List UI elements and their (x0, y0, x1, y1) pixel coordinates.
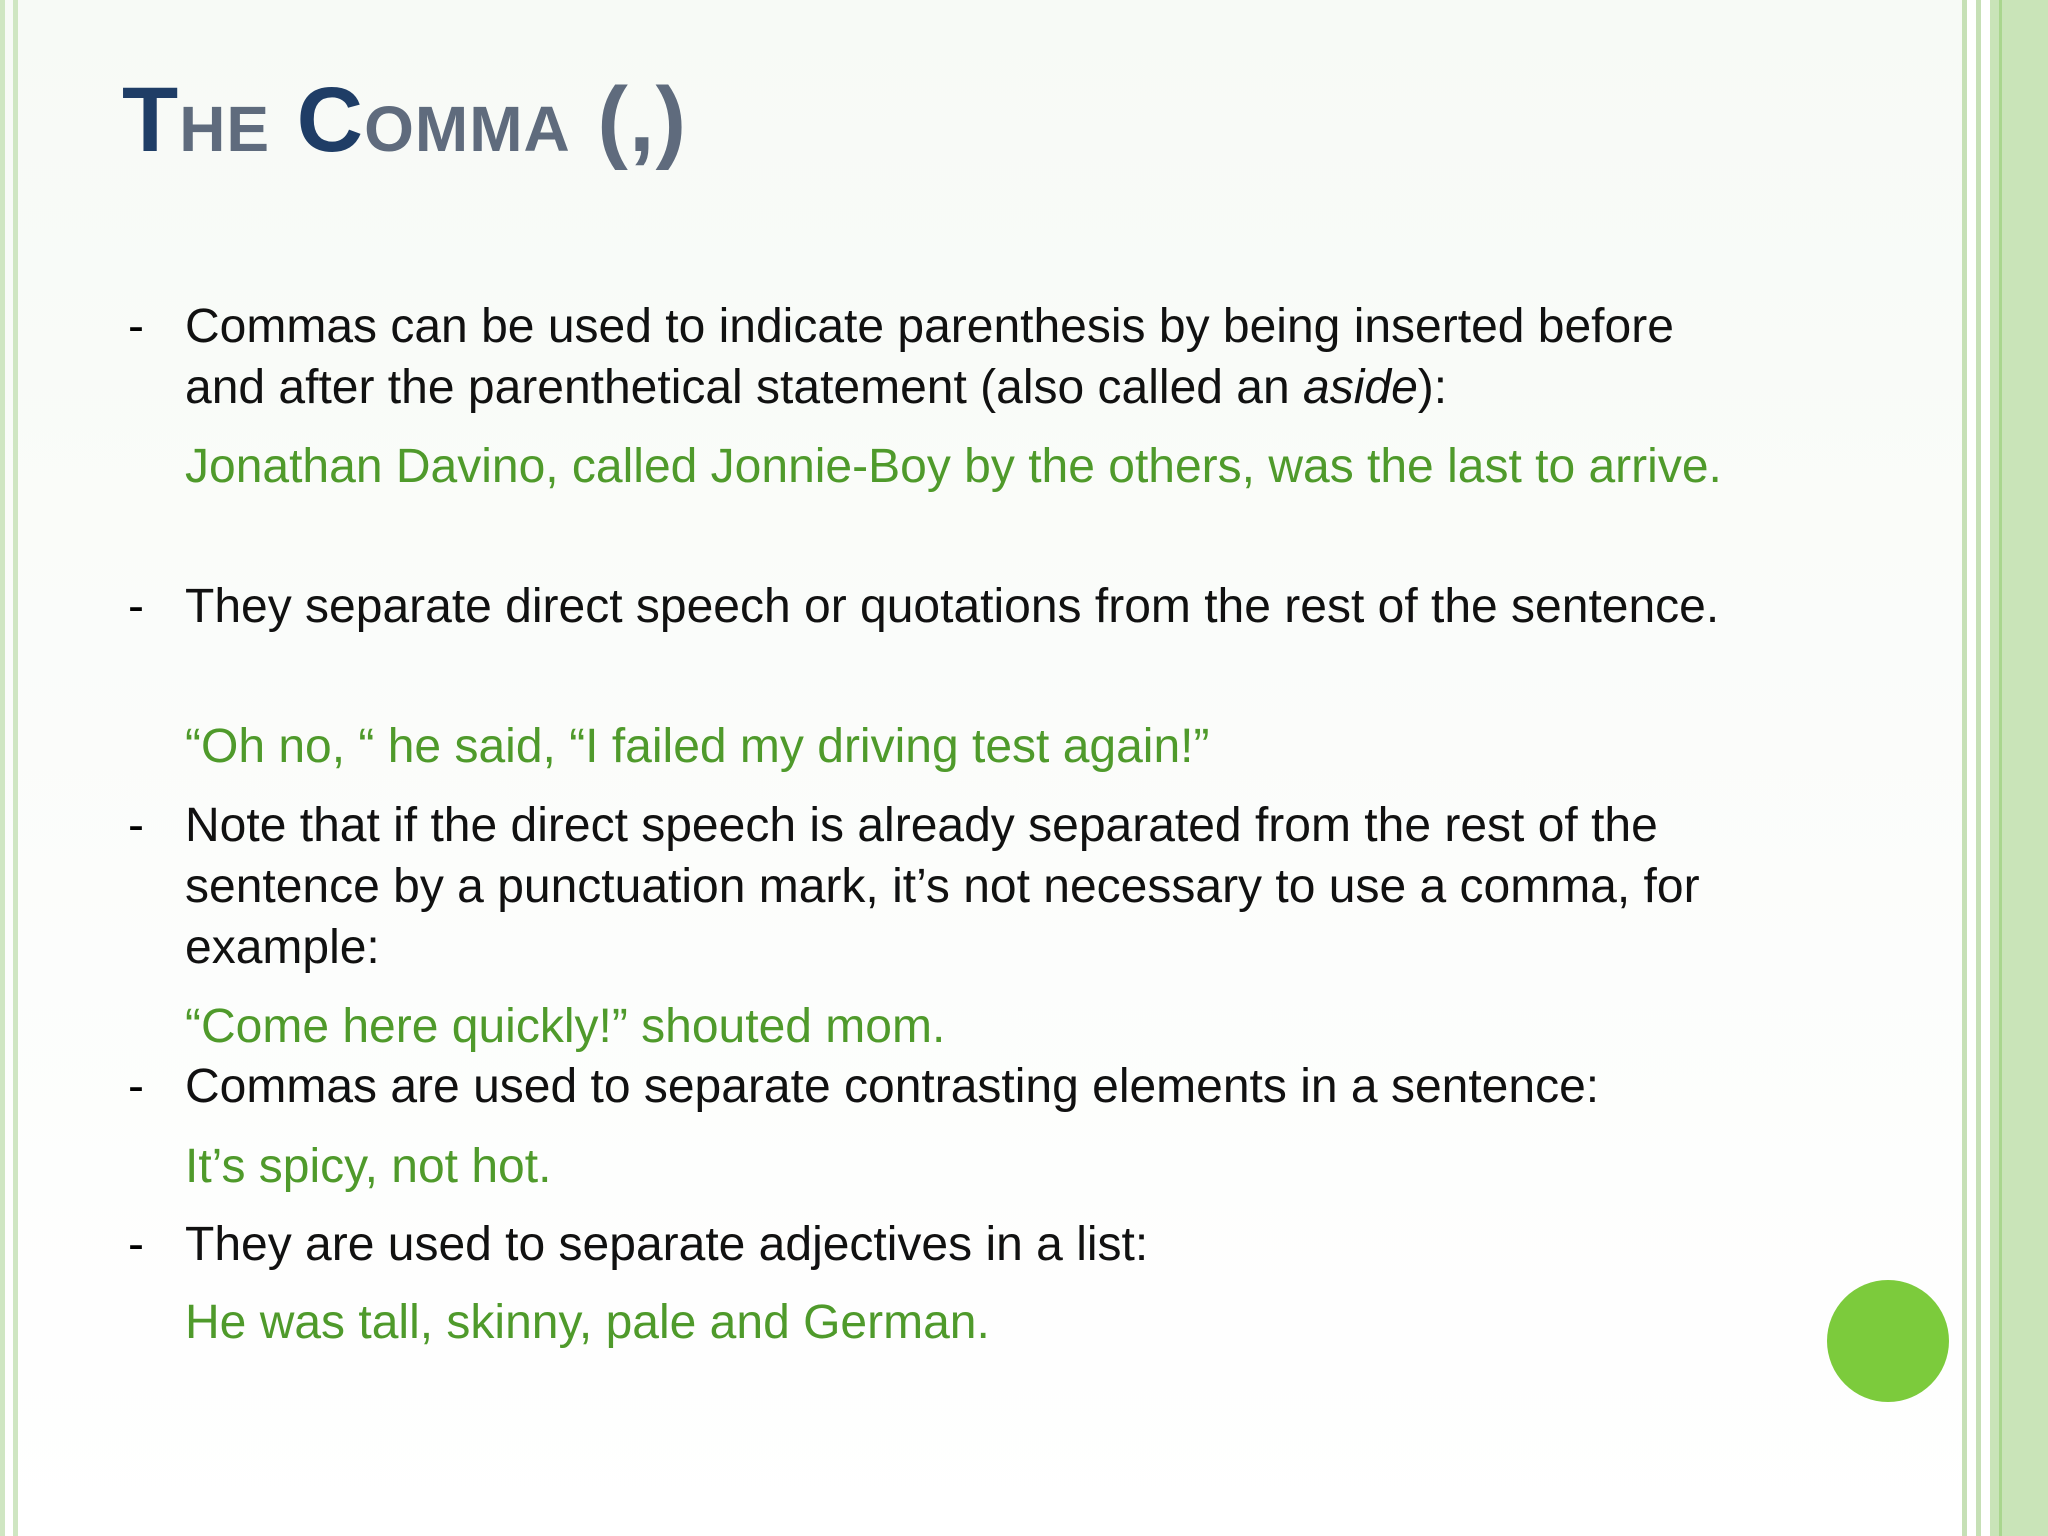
bullet-dash: - (128, 300, 144, 353)
right-border-line (1976, 0, 1981, 1536)
example-sentence: “Oh no, “ he said, “I failed my driving test again!” (185, 720, 1210, 773)
green-circle-decoration (1827, 1280, 1949, 1402)
example-sentence: It’s spicy, not hot. (185, 1140, 552, 1193)
bullet-text-part: Commas can be used to indicate parenthesis by being inserted before and after the parenthetical statement (also called an (185, 300, 1674, 414)
bullet-text: Commas are used to separate contrasting elements in a sentence: (185, 1060, 1600, 1113)
bullet-text-italic: aside (1303, 361, 1418, 414)
bullet-text: Note that if the direct speech is already separated from the rest of the sentence by a punctuation mark, it’s not necessary to use a comma, for example: (185, 799, 1700, 974)
bullet-text (185, 296, 1745, 418)
right-border-band-line (1999, 0, 2002, 1536)
bullet-dash: - (128, 799, 144, 852)
title-text: omma (,) (364, 69, 688, 171)
bullet-dash: - (128, 580, 144, 633)
bullet-text: They are used to separate adjectives in a list: (185, 1218, 1149, 1271)
example-sentence: Jonathan Davino, called Jonnie-Boy by the others, was the last to arrive. (185, 440, 1722, 493)
right-border-line (1962, 0, 1967, 1536)
title-first-letter: T (122, 69, 180, 171)
example-sentence: “Come here quickly!” shouted mom. (185, 1000, 946, 1053)
bullet-dash: - (128, 1218, 144, 1271)
example-sentence: He was tall, skinny, pale and German. (185, 1296, 990, 1349)
title-text: he (179, 69, 297, 171)
bullet-text-part: ): (1417, 361, 1448, 414)
title-second-letter: C (296, 69, 365, 171)
bullet-text: They separate direct speech or quotations from the rest of the sentence. (185, 580, 1720, 633)
bullet-dash: - (128, 1060, 144, 1113)
